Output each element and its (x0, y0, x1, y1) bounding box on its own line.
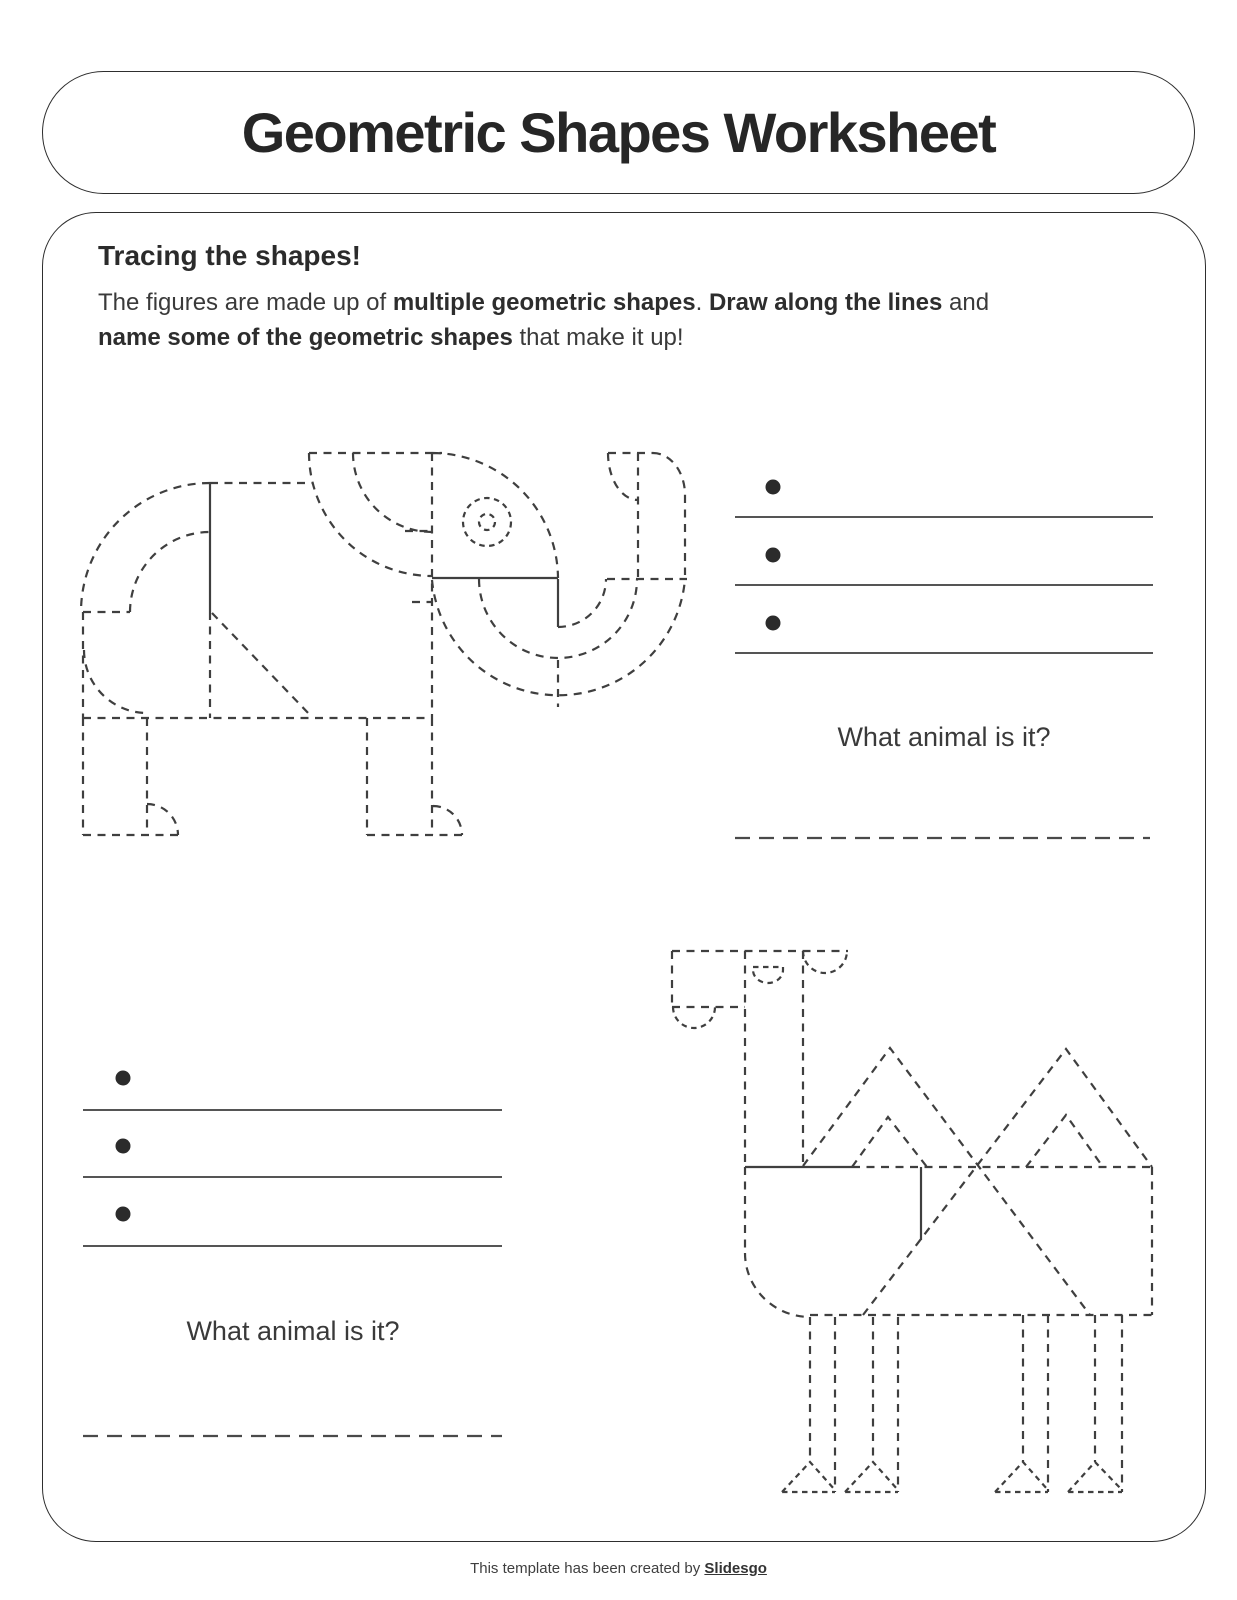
elephant-front-leg (367, 718, 462, 835)
elephant-ear (309, 453, 442, 576)
camel-chin-arc (673, 1007, 715, 1028)
camel-legs (810, 1315, 1122, 1492)
elephant-head (412, 453, 558, 718)
bullet-dot (766, 548, 781, 563)
camel-body-lines (745, 1167, 921, 1240)
section-heading: Tracing the shapes! (98, 240, 361, 271)
bullet-dot (116, 1139, 131, 1154)
camel-humps (803, 1048, 1152, 1315)
elephant-trunk (432, 453, 687, 707)
instr-bold: multiple geometric shapes (392, 289, 696, 316)
question-what-animal-2: What animal is it? (186, 1316, 400, 1346)
bullet-dot (766, 480, 781, 495)
question-what-animal-1: What animal is it? (837, 722, 1051, 752)
elephant-eye-inner (479, 514, 495, 530)
footer-text: This template has been created by (470, 1560, 705, 1577)
bullet-dot (766, 616, 781, 631)
camel-head (672, 951, 848, 1007)
exercise2-answer-area (83, 1071, 502, 1437)
instr-part: that make it up! (512, 323, 684, 351)
instr-part: The figures are made up of (98, 289, 393, 316)
instr-part: and (942, 289, 990, 316)
elephant-eye-outer (463, 498, 511, 546)
footer-credit (0, 1560, 1237, 1577)
camel-figure[interactable] (672, 951, 1152, 1492)
elephant-back-outline (81, 483, 432, 718)
camel-body (745, 1167, 1152, 1317)
instr-part: . (695, 289, 709, 316)
slidesgo-link[interactable]: Slidesgo (704, 1560, 767, 1577)
elephant-head-lines (432, 578, 558, 627)
camel-eye (753, 967, 783, 983)
camel-neck (745, 951, 803, 1167)
bullet-dot (116, 1207, 131, 1222)
page-title: Geometric Shapes Worksheet (241, 101, 996, 164)
exercise1-answer-area (735, 480, 1153, 839)
instr-bold: name some of the geometric shapes (98, 323, 513, 351)
elephant-figure[interactable] (81, 453, 687, 835)
bullet-dot (116, 1071, 131, 1086)
instr-bold: Draw along the lines (708, 289, 943, 316)
camel-hooves (782, 1462, 1122, 1492)
elephant-rear-leg (83, 718, 178, 835)
camel-ear-arc (803, 951, 847, 973)
